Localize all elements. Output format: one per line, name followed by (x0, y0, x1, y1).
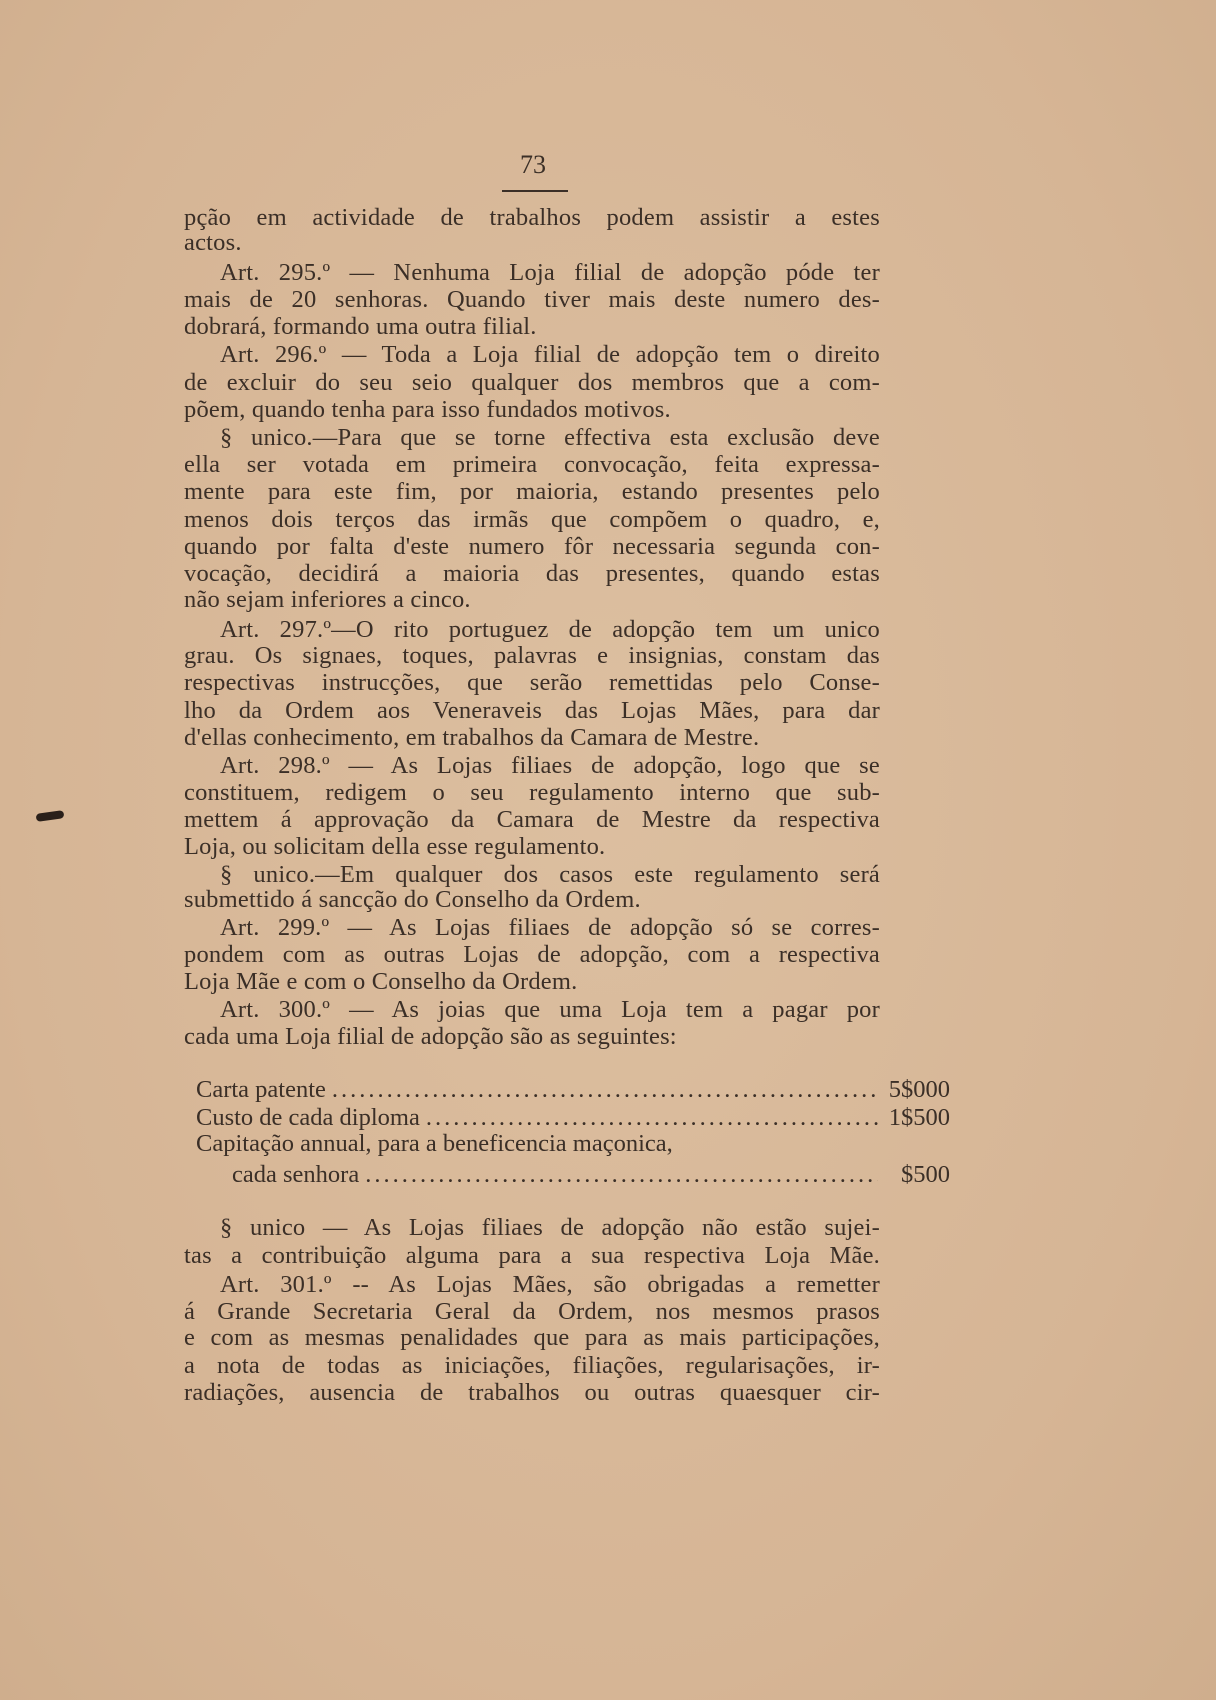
fee-row (196, 1104, 950, 1132)
text-line: põem, quando tenha para isso fundados motivos. (184, 396, 671, 423)
text-line: e com as mesmas penalidades que para as mais participações, (184, 1324, 880, 1351)
text-line: pondem com as outras Lojas de adopção, com a respectiva (184, 941, 880, 968)
text-line: Art. 298.º — As Lojas filiaes de adopção, logo que se (220, 752, 880, 779)
page-number-rule (502, 190, 568, 192)
dot-leader (426, 1104, 878, 1132)
text-line: tas a contribuição alguma para a sua respectiva Loja Mãe. (184, 1242, 880, 1269)
fee-label: Capitação annual, para a beneficencia maçonica, (196, 1130, 673, 1157)
text-line: constituem, redigem o seu regulamento interno que sub- (184, 779, 880, 806)
fee-amount: $500 (901, 1161, 950, 1188)
text-line: d'ellas conhecimento, em trabalhos da Camara de Mestre. (184, 724, 760, 751)
text-line: submettido á sancção do Conselho da Ordem. (184, 886, 641, 913)
text-line: de excluir do seu seio qualquer dos membros que a com- (184, 369, 880, 396)
text-line: mettem á approvação da Camara de Mestre da respectiva (184, 806, 880, 833)
fee-row (196, 1076, 950, 1104)
text-line: ella ser votada em primeira convocação, feita expressa- (184, 451, 880, 478)
fee-row (196, 1130, 950, 1158)
fee-label: Carta patente (196, 1076, 326, 1103)
fee-row (232, 1161, 950, 1189)
text-line: Art. 295.º — Nenhuma Loja filial de adopção póde ter (220, 259, 880, 286)
text-line: menos dois terços das irmãs que compõem o quadro, e, (184, 506, 880, 533)
text-line: mais de 20 senhoras. Quando tiver mais deste numero des- (184, 286, 880, 313)
page-number: 73 (520, 150, 546, 179)
text-line: radiações, ausencia de trabalhos ou outras quaesquer cir- (184, 1379, 880, 1406)
text-line: á Grande Secretaria Geral da Ordem, nos mesmos prasos (184, 1298, 880, 1325)
text-line: quando por falta d'este numero fôr necessaria segunda con- (184, 533, 880, 560)
text-line: grau. Os signaes, toques, palavras e insignias, constam das (184, 642, 880, 669)
text-line: vocação, decidirá a maioria das presentes, quando estas (184, 560, 880, 587)
text-line: Art. 299.º — As Lojas filiaes de adopção só se corres- (220, 914, 880, 941)
text-line: Art. 301.º -- As Lojas Mães, são obrigadas a remetter (220, 1271, 880, 1298)
text-line: pção em actividade de trabalhos podem assistir a estes (184, 204, 880, 231)
text-line: § unico — As Lojas filiaes de adopção não estão sujei- (220, 1214, 880, 1241)
text-line: actos. (184, 229, 242, 256)
text-line: Loja Mãe e com o Conselho da Ordem. (184, 968, 578, 995)
fee-amount: 1$500 (888, 1104, 950, 1131)
text-line: § unico.—Em qualquer dos casos este regulamento será (220, 861, 880, 888)
fee-label: cada senhora (232, 1161, 360, 1188)
text-line: Art. 296.º — Toda a Loja filial de adopção tem o direito (220, 341, 880, 368)
text-line: Art. 297.º—O rito portuguez de adopção tem um unico (220, 616, 880, 643)
fee-amount: 5$000 (888, 1076, 950, 1103)
text-line: não sejam inferiores a cinco. (184, 586, 471, 613)
text-line: dobrará, formando uma outra filial. (184, 313, 537, 340)
fee-label: Custo de cada diploma (196, 1104, 420, 1131)
text-line: Art. 300.º — As joias que uma Loja tem a pagar por (220, 996, 880, 1023)
ink-blot (36, 810, 65, 822)
text-line: lho da Ordem aos Veneraveis das Lojas Mães, para dar (184, 697, 880, 724)
dot-leader (365, 1161, 878, 1189)
text-line: cada uma Loja filial de adopção são as seguintes: (184, 1023, 677, 1050)
text-line: respectivas instrucções, que serão remettidas pelo Conse- (184, 669, 880, 696)
text-line: mente para este fim, por maioria, estando presentes pelo (184, 478, 880, 505)
text-line: a nota de todas as iniciações, filiações, regularisações, ir- (184, 1352, 880, 1379)
text-line: Loja, ou solicitam della esse regulamento. (184, 833, 606, 860)
dot-leader (332, 1076, 878, 1104)
text-line: § unico.—Para que se torne effectiva esta exclusão deve (220, 424, 880, 451)
